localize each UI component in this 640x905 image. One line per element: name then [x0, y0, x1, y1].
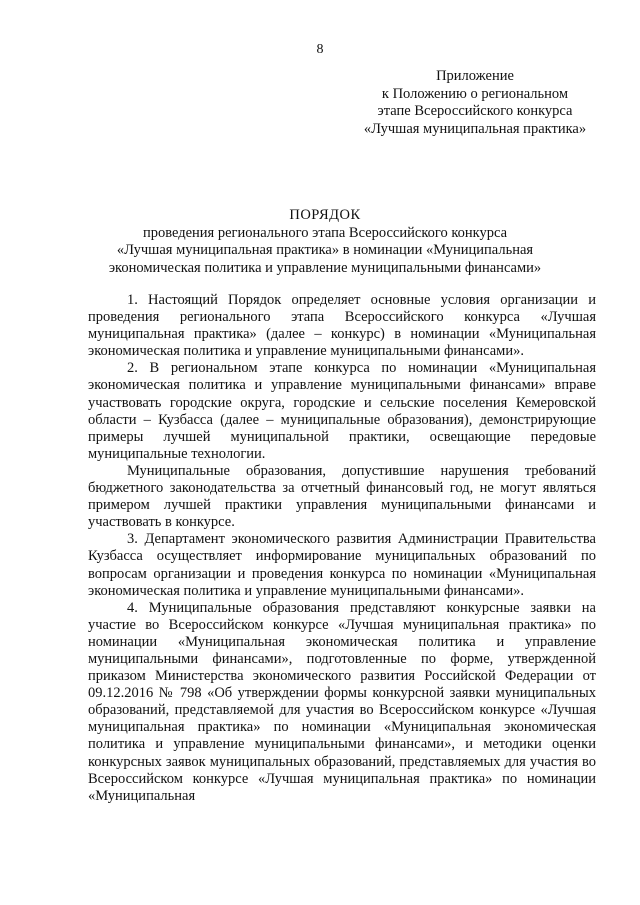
document-subtitle-line: проведения регионального этапа Всероссийского конкурса: [142, 224, 508, 241]
document-body: [88, 292, 596, 805]
paragraph-4: 4. Муниципальные образования представляют конкурсные заявки на участие во Всероссийском конкурсе «Лучшая муниципальная практика» по номинации «Муниципальная экономическая политика и управление муниципальными финансами», подготовленные по форме, утвержденной приказом Министерства экономического развития Российской Федерации от 09.12.2016 № 798 «Об утверждении формы конкурсной заявки муниципальных образований, представляемой для участия во Всероссийском конкурсе «Лучшая муниципальная практика» по номинации «Муниципальная экономическая политика и управление муниципальными финансами», и методики оценки конкурсных заявок муниципальных образований, представляемых для участия во Всероссийском конкурсе «Лучшая муниципальная практика» по номинации «Муниципальная: [88, 599, 596, 804]
paragraph-2-continued: Муниципальные образования, допустившие нарушения требований бюджетного законодательства за отчетный финансовый год, не могут являться примером лучшей практики управления муниципальными финансами и участвовать в конкурсе.: [88, 462, 596, 531]
paragraph-1: 1. Настоящий Порядок определяет основные условия организации и проведения регионального этапа Всероссийского конкурса «Лучшая муниципальная практика» (далее – конкурс) в номинации «Муниципальная экономическая политика и управление муниципальными финансами».: [88, 292, 596, 360]
document-subtitle-line: «Лучшая муниципальная практика» в номинации «Муниципальная: [116, 242, 534, 258]
appendix-block: [330, 68, 620, 138]
document-subtitle-line: экономическая политика и управление муниципальными финансами»: [108, 259, 542, 276]
paragraph-2: 2. В региональном этапе конкурса по номинации «Муниципальная экономическая политика и управление муниципальными финансами» вправе участвовать городские округа, городские и сельские поселения Кемеровской области – Кузбасса (далее – муниципальные образования), демонстрирующие примеры лучшей муниципальной практики, освещающие передовые муниципальные технологии.: [88, 360, 596, 462]
appendix-line: Приложение: [436, 68, 514, 84]
page-number: 8: [316, 42, 324, 57]
appendix-line: «Лучшая муниципальная практика»: [363, 120, 587, 137]
paragraph-3: 3. Департамент экономического развития Администрации Правительства Кузбасса осуществляет информирование муниципальных образований по вопросам организации и проведения конкурса по номинации «Муниципальная экономическая политика и управление муниципальными финансами».: [88, 531, 596, 599]
document-heading: [80, 207, 570, 277]
document-title: ПОРЯДОК: [289, 207, 361, 223]
appendix-line: этапе Всероссийского конкурса: [377, 103, 573, 119]
appendix-line: к Положению о региональном: [381, 85, 569, 102]
